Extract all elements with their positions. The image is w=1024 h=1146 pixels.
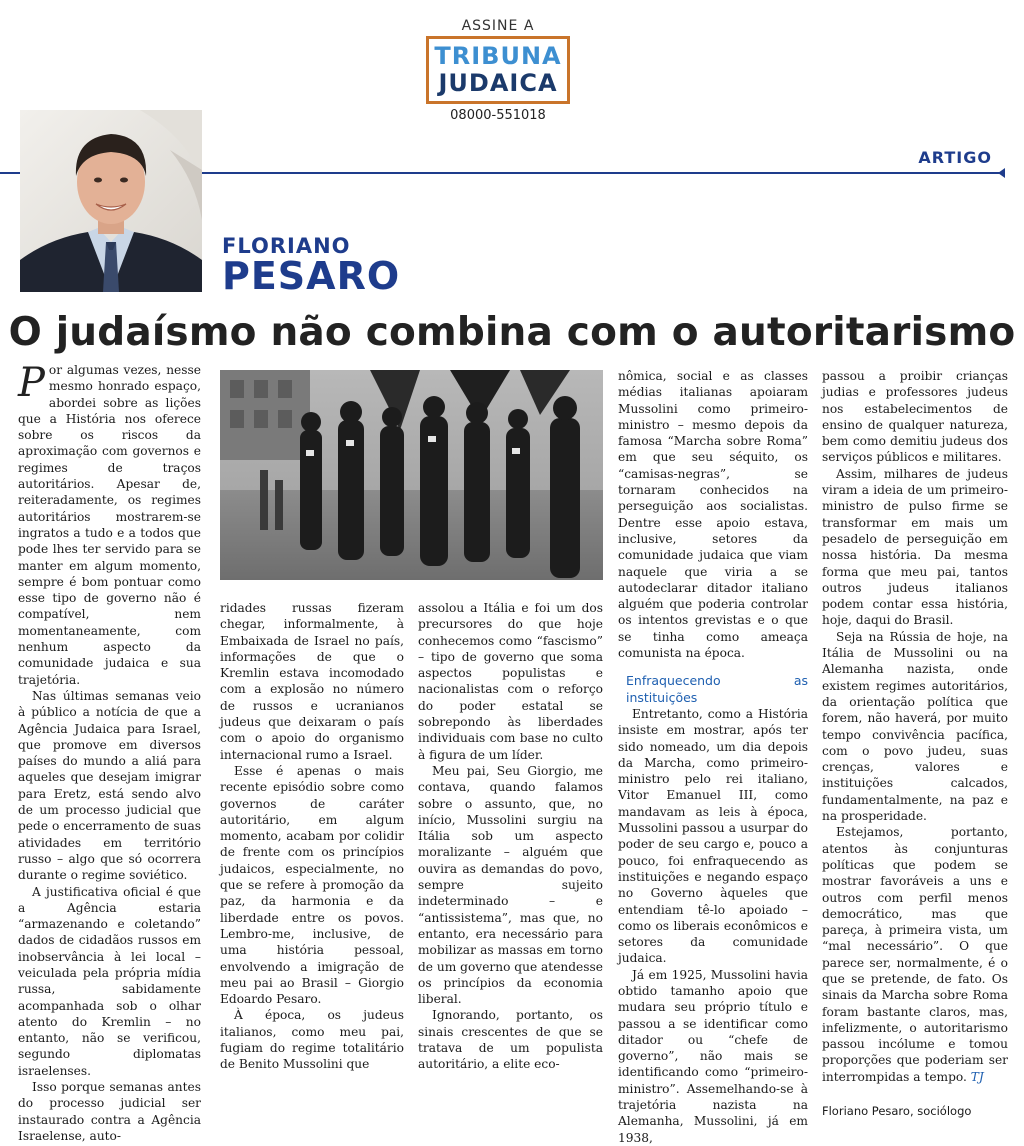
- author-first-name: FLORIANO: [222, 234, 351, 258]
- paragraph: Nas últimas semanas veio à público a notícia de que a Agência Judaica para Israel, que promove em diversos países do mundo a aliá para aqueles que desejam imigrar para Eretz, está sendo alvo de um processo judicial que pede o encerramento de suas atividades em território russo – algo que só ocorrera durante o regime soviético.: [18, 688, 201, 883]
- paragraph: Isso porque semanas antes do processo judicial ser instaurado contra a Agência Israelense, auto-: [18, 1080, 201, 1143]
- paragraph: Entretanto, como a História insiste em mostrar, após ter sido nomeado, um dia depois da Marcha, como primeiro-ministro pelo rei italiano, Vitor Emanuel III, como mandavam as leis à época, Mussolini passou a usurpar do poder de seu cargo e, pouco a pouco, foi enfraquecendo as instituições e negando espaço no Governo àqueles que entendiam tê-lo apoiado – como os liberais econômicos e setores da comunidade judaica.: [618, 706, 808, 966]
- paragraph-text: Estejamos, portanto, atentos às conjunturas políticas que podem se mostrar favoráveis a uns e outros com perfil menos democrático, mas que pareça, à primeira vista, um “mal necessário”. O que parece ser, normalmente, é o que se pretende, de fato. Os sinais da Marcha sobre Roma foram bastante claros, mas, infelizmente, o autoritarismo passou incólume e tomou proporções que poderiam ser interrompidas a tempo.: [822, 825, 1008, 1084]
- article-column-1: [18, 362, 201, 1144]
- paragraph: Ignorando, portanto, os sinais crescentes de que se tratava de um populista autoritário, a elite eco-: [418, 1008, 603, 1072]
- article-headline: O judaísmo não combina com o autoritarismo: [8, 310, 1016, 355]
- paragraph: Meu pai, Seu Giorgio, me contava, quando falamos sobre o assunto, que, no início, Mussolini surgiu na Itália sob um aspecto moralizante – alguém que ouvira as demandas do povo, sempre sujeito indeterminado – e “antissistema”, mas que, no entanto, era necessário para mobilizar as massas em torno de um governo que atendesse os princípios da economia liberal.: [418, 763, 603, 1007]
- paragraph: [822, 824, 1008, 1085]
- author-portrait: [20, 110, 202, 292]
- paragraph: ridades russas fizeram chegar, informalmente, à Embaixada de Israel no país, informações de que o Kremlin estava incomodado com a explosão no número de russos e ucranianos judeus que deixaram o país com o apoio do organismo internacional rumo a Israel.: [220, 601, 404, 762]
- logo-line-1: TRIBUNA: [434, 42, 562, 70]
- section-divider-arrow: [998, 168, 1005, 178]
- paragraph: A justificativa oficial é que a Agência estaria “armazenando e coletando” dados de cidadãos russos em inobservância à lei local – veiculada pela própria mídia russa, sabidamente acompanhada sob o olhar atento do Kremlin – no entanto, não se verificou, segundo diplomatas israelenses.: [18, 884, 201, 1078]
- logo-line-2: JUDAICA: [438, 69, 558, 97]
- paragraph: passou a proibir crianças judias e professores judeus nos estabelecimentos de ensino de qualquer natureza, bem como demitiu judeus dos serviços públicos e militares.: [822, 369, 1008, 465]
- paragraph: Já em 1925, Mussolini havia obtido tamanho apoio que mudara seu próprio título e passou a se identificar como ditador ou “chefe de governo”, não mais se identificando como “primeiro-ministro”. Assemelhando-se à trajetória nazista na Alemanha, Mussolini, já em 1938,: [618, 967, 808, 1145]
- author-signature: Floriano Pesaro, sociólogo: [822, 1104, 972, 1119]
- author-last-name: PESARO: [222, 254, 401, 298]
- march-on-rome-photo: [220, 370, 603, 580]
- section-label: ARTIGO: [914, 148, 996, 167]
- paragraph: Assim, milhares de judeus viram a ideia de um primeiro-ministro de pulso firme se transformar em mais um pesadelo de perseguição em nossa história. Da mesma forma que meu pai, tantos outros judeus italianos podem contar essa história, hoje, daqui do Brasil.: [822, 466, 1008, 628]
- article-column-5: [822, 368, 1008, 1119]
- article-column-4: [618, 368, 808, 1146]
- paragraph: Seja na Rússia de hoje, na Itália de Mussolini ou na Alemanha nazista, onde existem regimes autoritários, da orientação política que forem, não haverá, por muito tempo convivência pacífica, com o povo judeu, suas crenças, valores e instituições calcados, fundamentalmente, na paz e na prosperidade.: [822, 629, 1008, 824]
- tribuna-judaica-logo[interactable]: [426, 36, 570, 104]
- article-column-2: [220, 600, 404, 1073]
- paragraph: assolou a Itália e foi um dos precursores do que hoje conhecemos como “fascismo” – tipo de governo que soma aspectos populistas e nacionalistas com o reforço do poder estatal se sobrepondo às liberdades individuais com base no culto à figura de um líder.: [418, 601, 603, 762]
- paragraph: À época, os judeus italianos, como meu pai, fugiam do regime totalitário de Benito Mussolini que: [220, 1008, 404, 1072]
- subscription-ad[interactable]: [418, 18, 578, 123]
- drop-cap: P: [18, 360, 45, 406]
- paragraph: Esse é apenas o mais recente episódio sobre como governos de caráter autoritário, em algum momento, acabam por colidir de frente com os princípios judaicos, especialmente, no que se refere à promoção da paz, da harmonia e da liberdade entre os povos. Lembro-me, inclusive, de uma história pessoal, envolvendo a imigração de meu pai ao Brasil – Giorgio Edoardo Pesaro.: [220, 763, 404, 1007]
- ad-subscribe-label: ASSINE A: [461, 18, 535, 34]
- paragraph: [18, 362, 201, 688]
- paragraph: nômica, social e as classes médias italianas apoiaram Mussolini como primeiro-ministro – mesmo depois da famosa “Marcha sobre Roma” em que seu séquito, os “camisas-negras”, se tornaram conhecidos na perseguição aos socialistas. Dentre esse apoio estava, inclusive, setores da comunidade judaica que viam naquele que viria a se autodeclarar ditador italiano alguém que poderia controlar os intentos grevistas e o que se tinha como ameaça comunista na época.: [618, 369, 808, 661]
- end-mark: TJ: [970, 1069, 984, 1084]
- paragraph-text: or algumas vezes, nesse mesmo honrado espaço, abordei sobre as lições que a História nos oferece sobre os riscos da aproximação com governos e regimes de traços autoritários. Apesar de, reiteradamente, os regimes autoritários mostrarem-se ingratos a tudo e a todos que pode lhes ter servido para se manter em algum momento, sempre é bom pontuar como esse tipo de governo não é compatível, nem momentaneamente, com nenhum aspecto da comunidade judaica e sua trajetória.: [18, 363, 201, 687]
- article-subhead: Enfraquecendo as instituições: [626, 673, 808, 705]
- ad-phone-number: 08000-551018: [450, 108, 546, 123]
- article-column-3: [418, 600, 603, 1073]
